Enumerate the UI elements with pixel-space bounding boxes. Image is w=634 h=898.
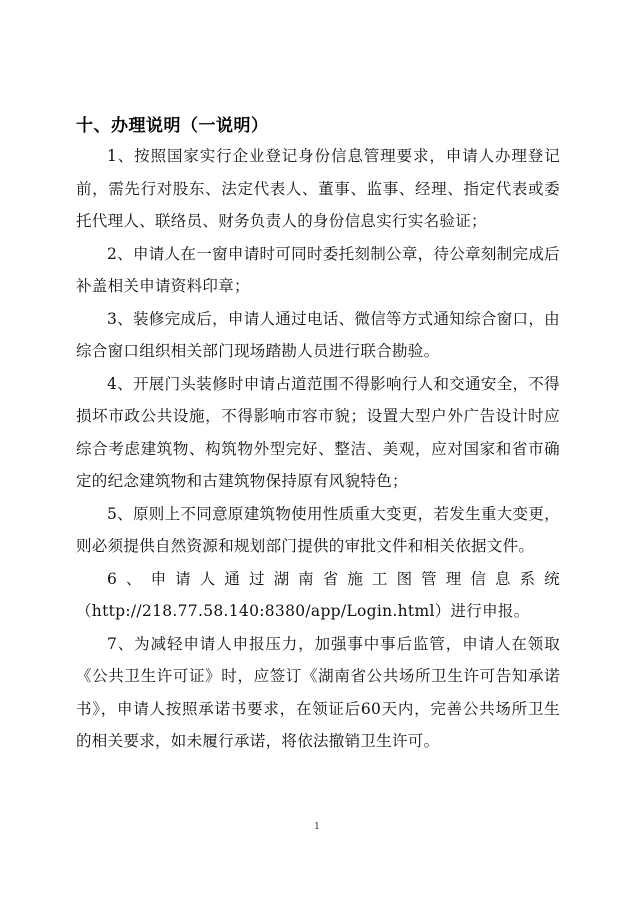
- document-body: [76, 140, 560, 758]
- paragraph-2: 2、申请人在一窗申请时可同时委托刻制公章，待公章刻制完成后补盖相关申请资料印章；: [76, 244, 560, 295]
- paragraph-4: 4、开展门头装修时申请占道范围不得影响行人和交通安全，不得损坏市政公共设施，不得影响市容市貌；设置大型户外广告设计时应综合考虑建筑物、构筑物外型完好、整洁、美观，应对国家和省市确定的纪念建筑物和古建筑物保持原有风貌特色；: [76, 374, 560, 490]
- paragraph-1: 1、按照国家实行企业登记身份信息管理要求，申请人办理登记前，需先行对股东、法定代表人、董事、监事、经理、指定代表或委托代理人、联络员、财务负责人的身份信息实行实名验证；: [76, 147, 560, 230]
- paragraph-6-line-1: 6、申请人通过湖南省施工图管理信息系统: [107, 569, 560, 588]
- paragraph-5: 5、原则上不同意原建筑物使用性质重大变更，若发生重大变更，则必须提供自然资源和规划部门提供的审批文件和相关依据文件。: [76, 504, 560, 555]
- section-title: 十、办理说明（一说明）: [76, 116, 269, 136]
- paragraph-6: [76, 563, 560, 628]
- paragraph-7: 7、为减轻申请人申报压力，加强事中事后监管，申请人在领取《公共卫生许可证》时，应签订《湖南省公共场所卫生许可告知承诺书》，申请人按照承诺书要求，在领证后60天内，完善公共场所卫生的相关要求，如未履行承诺，将依法撤销卫生许可。: [76, 634, 560, 750]
- paragraph-3: 3、装修完成后，申请人通过电话、微信等方式通知综合窗口，由综合窗口组织相关部门现场踏勘人员进行联合勘验。: [76, 309, 560, 360]
- paragraph-6-link-line: （http://218.77.58.140:8380/app/Login.html）进行申报。: [76, 602, 530, 620]
- page-number: 1: [314, 822, 320, 832]
